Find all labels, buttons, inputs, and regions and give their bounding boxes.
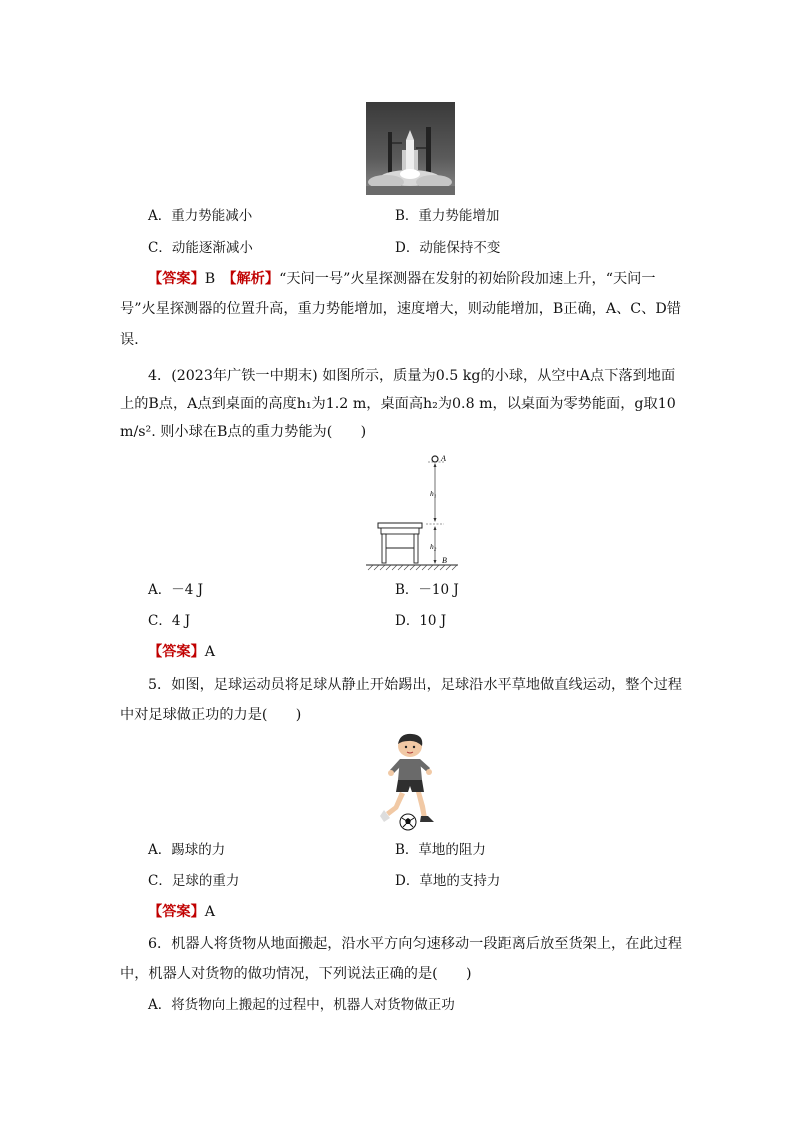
label-b: B (442, 556, 447, 565)
q5-stem-line-2: 中对足球做正功的力是( ) (120, 707, 302, 723)
q3-option-d: D．动能保持不变 (395, 240, 501, 256)
q4-option-a: A．－4 J (148, 582, 204, 598)
q6-stem-line-2: 中，机器人对货物的做功情况，下列说法正确的是( ) (120, 966, 472, 982)
soccer-player-illustration (372, 732, 444, 832)
q4-stem-line-3: m/s². 则小球在B点的重力势能为( ) (120, 424, 367, 440)
q4-stem-line-1: 4．(2023年广铁一中期末) 如图所示，质量为0.5 kg的小球，从空中A点下落到地面 (148, 368, 676, 384)
rocket-launch-photo (366, 102, 455, 195)
q4-option-c: C．4 J (148, 613, 191, 629)
table-ball-diagram (366, 448, 462, 574)
q5-option-a: A．踢球的力 (148, 842, 226, 858)
q3-answer: B (204, 271, 216, 287)
q5-answer: A (204, 904, 216, 920)
q6-option-a: A．将货物向上搬起的过程中，机器人对货物做正功 (148, 997, 455, 1013)
q3-analysis-line-3: 误． (120, 332, 149, 348)
answer-tag: 【答案】 (148, 904, 205, 920)
q3-analysis-line-1: “天问一号”火星探测器在发射的初始阶段加速上升，“天问一 (279, 271, 656, 287)
answer-tag: 【答案】 (148, 644, 205, 660)
q4-option-d: D．10 J (395, 613, 447, 629)
label-a: A (441, 454, 446, 463)
q6-stem-line-1: 6．机器人将货物从地面搬起，沿水平方向匀速移动一段距离后放至货架上，在此过程 (148, 936, 682, 952)
q3-option-b: B．重力势能增加 (395, 208, 500, 224)
label-h1: h₁ (430, 489, 437, 498)
q5-stem-line-1: 5．如图，足球运动员将足球从静止开始踢出，足球沿水平草地做直线运动，整个过程 (148, 677, 682, 693)
q3-option-c: C．动能逐渐减小 (148, 240, 253, 256)
answer-tag: 【答案】 (148, 271, 205, 287)
q3-option-a: A．重力势能减小 (148, 208, 253, 224)
q5-answer-line (148, 902, 215, 922)
q4-answer: A (204, 644, 216, 660)
q5-option-b: B．草地的阻力 (395, 842, 486, 858)
q5-option-d: D．草地的支持力 (395, 873, 501, 889)
q5-option-c: C．足球的重力 (148, 873, 240, 889)
q4-option-b: B．－10 J (395, 582, 459, 598)
q4-stem-line-2: 上的B点，A点到桌面的高度h₁为1.2 m，桌面高h₂为0.8 m，以桌面为零势能面，g取10 (120, 396, 676, 412)
analysis-tag: 【解析】 (229, 271, 280, 287)
q3-answer-line (148, 269, 656, 289)
label-h2: h₂ (430, 542, 437, 551)
q4-answer-line (148, 642, 215, 662)
q3-analysis-line-2: 号”火星探测器的位置升高，重力势能增加，速度增大，则动能增加，B正确，A、C、D错 (120, 301, 681, 317)
